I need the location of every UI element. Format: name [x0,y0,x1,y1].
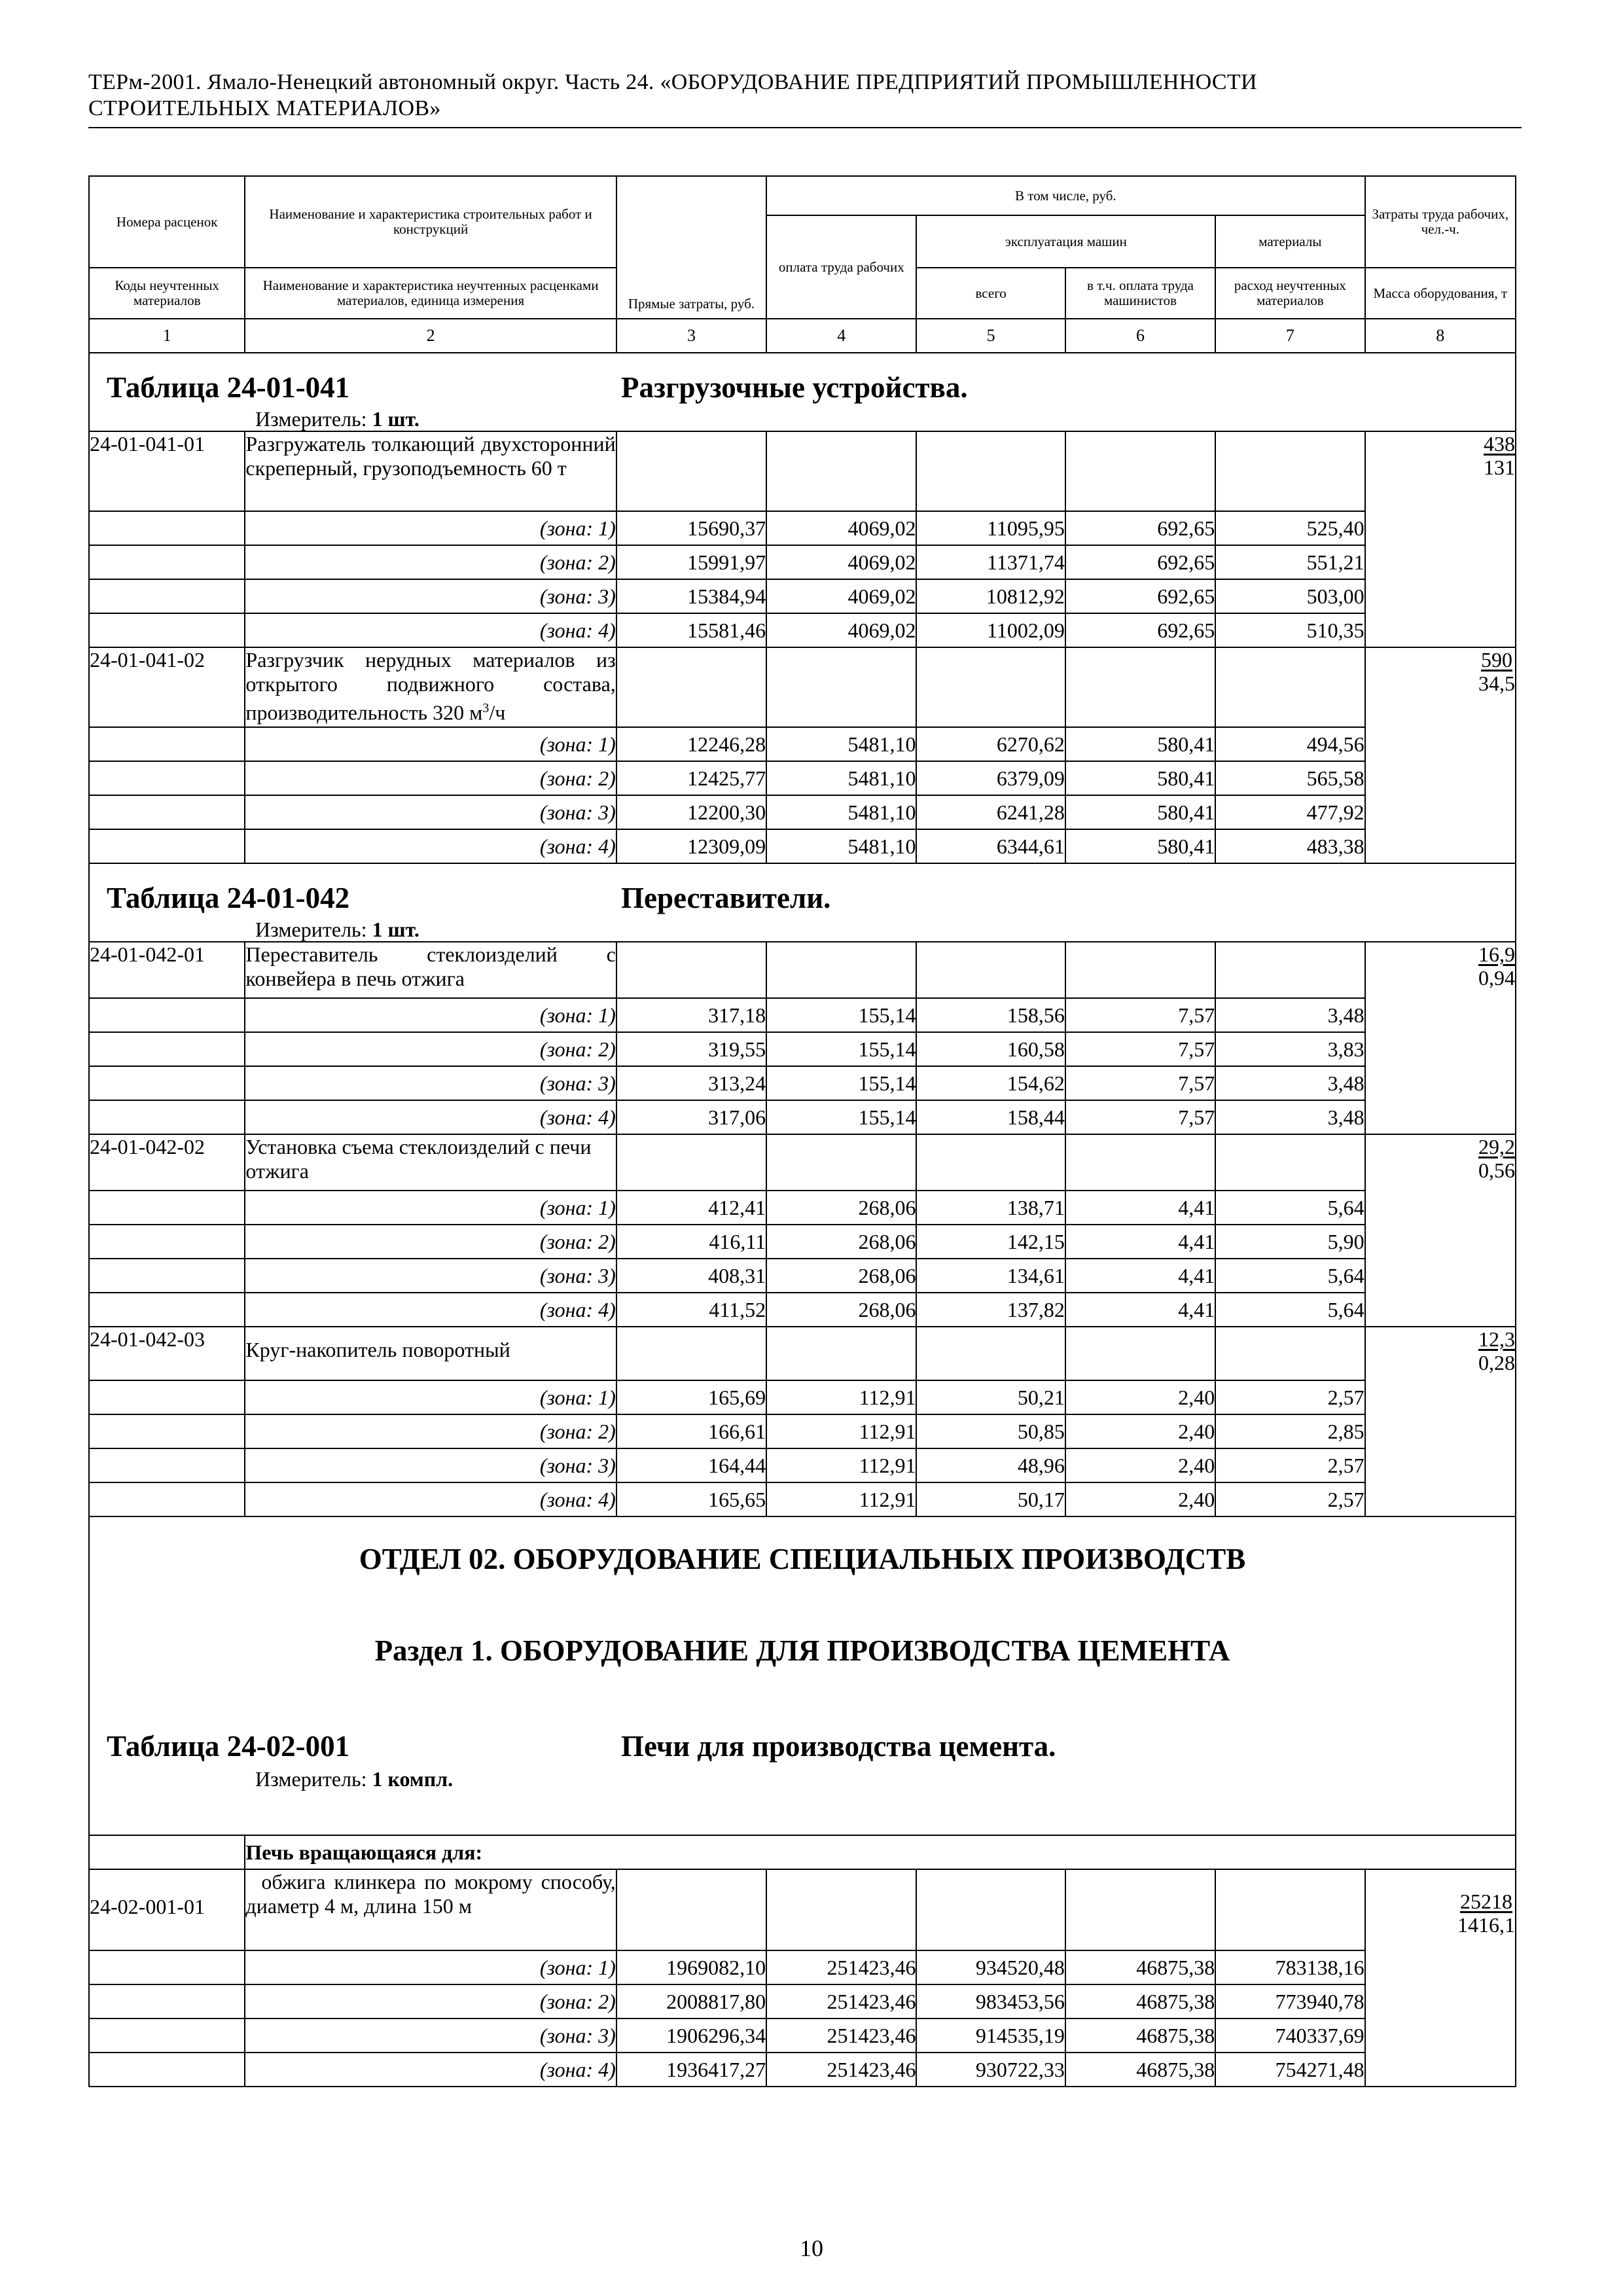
col-number: 6 [1065,319,1215,353]
page-header [88,69,1515,122]
rate-item-row [89,1327,1516,1380]
col-number: 5 [916,319,1065,353]
table-measure: Измеритель: 1 компл. [255,1767,454,1791]
table-number: Таблица 24-01-042 [107,882,350,914]
mass-fraction: $\frac{25218}{1416,1}$ [1365,1869,1516,2087]
zone-row: (зона: 1) 15690,37 4069,02 11095,95 692,65 525,40 [89,511,1516,545]
col-labor-costs: Затраты труда рабочих, чел.-ч. [1365,176,1516,268]
col-number: 8 [1365,319,1516,353]
rate-code: 24-01-041-02 [89,647,245,727]
zone-row: (зона: 3) 313,24 155,14 154,62 7,57 3,48 [89,1066,1516,1100]
subsection-title: Раздел 1. ОБОРУДОВАНИЕ ДЛЯ ПРОИЗВОДСТВА ЦЕМЕНТА [374,1634,1230,1667]
zone-row: (зона: 4) 411,52 268,06 137,82 4,41 5,64 [89,1293,1516,1327]
table-measure: Измеритель: 1 шт. [255,918,419,941]
zone-row: (зона: 4) 317,06 155,14 158,44 7,57 3,48 [89,1100,1516,1134]
rate-name: обжига клинкера по мокрому способу, диаметр 4 м, длина 150 м [245,1869,616,1950]
col-number: 7 [1215,319,1364,353]
col-equipment-mass: Масса оборудования, т [1365,268,1516,319]
table-title: Переставители. [621,882,831,914]
col-direct-costs: Прямые затраты, руб. [616,176,766,319]
zone-row: (зона: 3) 1906296,34 251423,46 914535,19 46875,38 740337,69 [89,2018,1516,2053]
col-number: 2 [245,319,616,353]
zone-row: (зона: 2) 319,55 155,14 160,58 7,57 3,83 [89,1032,1516,1066]
col-total: всего [916,268,1065,319]
rate-name: Переставитель стеклоизделий с конвейера в печь отжига [245,942,616,998]
rate-code: 24-01-042-02 [89,1134,245,1191]
table-title-row [89,353,1516,431]
zone-row: (зона: 2) 416,11 268,06 142,15 4,41 5,90 [89,1225,1516,1259]
col-number: 3 [616,319,766,353]
zone-row: (зона: 1) 412,41 268,06 138,71 4,41 5,64 [89,1191,1516,1225]
zone-row: (зона: 1) 317,18 155,14 158,56 7,57 3,48 [89,998,1516,1032]
table-title-row [89,863,1516,942]
group-title: Печь вращающаяся для: [245,1835,1516,1869]
zone-row: (зона: 3) 12200,30 5481,10 6241,28 580,41 477,92 [89,795,1516,829]
zone-row: (зона: 1) 1969082,10 251423,46 934520,48 46875,38 783138,16 [89,1950,1516,1984]
rate-code: 24-02-001-01 [89,1869,245,1950]
zone-row: (зона: 4) 1936417,27 251423,46 930722,33 46875,38 754271,48 [89,2053,1516,2087]
mass-fraction: $\frac{12,3}{0,28}$ [1365,1327,1516,1516]
zone-row: (зона: 2) 12425,77 5481,10 6379,09 580,41 565,58 [89,761,1516,795]
col-labor-pay: оплата труда рабочих [766,215,916,319]
header-line-1: ТЕРм-2001. Ямало-Ненецкий автономный округ. Часть 24. «ОБОРУДОВАНИЕ ПРЕДПРИЯТИЙ ПРОМЫШЛЕННОСТИ [88,70,1257,94]
zone-row: (зона: 2) 15991,97 4069,02 11371,74 692,65 551,21 [89,545,1516,579]
col-name-unaccounted: Наименование и характеристика неучтенных расценками материалов, единица измерения [245,268,616,319]
price-table [88,175,1516,2087]
rate-name: Разгрузчик нерудных материалов из открытого подвижного состава, производительность 320 $м^3/ч$ [245,647,616,727]
rate-code: 24-01-042-03 [89,1327,245,1380]
rate-item-row [89,942,1516,998]
rate-name: Установка съема стеклоизделий с печи отжига [245,1134,616,1191]
zone-row: (зона: 4) 15581,46 4069,02 11002,09 692,65 510,35 [89,613,1516,647]
section-block [89,1516,1516,1835]
mass-fraction: $\frac{29,2}{0,56}$ [1365,1134,1516,1327]
rate-code: 24-01-042-01 [89,942,245,998]
page-number: 10 [800,2235,823,2261]
zone-row: (зона: 2) 2008817,80 251423,46 983453,56 46875,38 773940,78 [89,1984,1516,2018]
col-codes-unaccounted: Коды неучтенных материалов [89,268,245,319]
mass-fraction: $\frac{590}{34,5}$ [1365,647,1516,863]
table-body [89,353,1516,2087]
rate-item-row [89,647,1516,727]
mass-fraction: $\frac{16,9}{0,94}$ [1365,942,1516,1134]
table-header [89,176,1516,353]
rate-code: 24-01-041-01 [89,431,245,511]
col-machine-ops: эксплуатация машин [916,215,1215,268]
rate-name: Круг-накопитель поворотный [245,1327,616,1380]
col-consumption-unaccounted: расход неучтенных материалов [1215,268,1364,319]
rate-name: Разгружатель толкающий двухсторонний скреперный, грузоподъемность 60 т [245,431,616,511]
col-rate-numbers: Номера расценок [89,176,245,268]
table-title: Печи для производства цемента. [621,1730,1056,1763]
table-measure: Измеритель: 1 шт. [255,407,419,431]
rate-item-row [89,1134,1516,1191]
col-materials: материалы [1215,215,1364,268]
header-rule [88,127,1522,128]
table-title: Разгрузочные устройства. [621,371,968,404]
mass-fraction: $\frac{438}{131}$ [1365,431,1516,647]
zone-row: (зона: 4) 12309,09 5481,10 6344,61 580,41 483,38 [89,829,1516,863]
col-number: 4 [766,319,916,353]
zone-row: (зона: 4) 165,65 112,91 50,17 2,40 2,57 [89,1482,1516,1516]
zone-row: (зона: 3) 164,44 112,91 48,96 2,40 2,57 [89,1448,1516,1482]
section-title: ОТДЕЛ 02. ОБОРУДОВАНИЕ СПЕЦИАЛЬНЫХ ПРОИЗВОДСТВ [359,1543,1246,1575]
col-name-char: Наименование и характеристика строительных работ и конструкций [245,176,616,268]
zone-row: (зона: 3) 15384,94 4069,02 10812,92 692,65 503,00 [89,579,1516,613]
zone-row: (зона: 1) 12246,28 5481,10 6270,62 580,41 494,56 [89,727,1516,761]
rate-item-row [89,1869,1516,1950]
col-number: 1 [89,319,245,353]
col-machinist-pay: в т.ч. оплата труда машинистов [1065,268,1215,319]
zone-row: (зона: 1) 165,69 112,91 50,21 2,40 2,57 [89,1380,1516,1414]
zone-row: (зона: 2) 166,61 112,91 50,85 2,40 2,85 [89,1414,1516,1448]
table-number: Таблица 24-01-041 [107,371,350,404]
col-in-that-number: В том числе, руб. [766,176,1364,215]
table-number: Таблица 24-02-001 [107,1730,350,1763]
zone-row: (зона: 3) 408,31 268,06 134,61 4,41 5,64 [89,1259,1516,1293]
header-line-2: СТРОИТЕЛЬНЫХ МАТЕРИАЛОВ» [88,96,441,120]
rate-item-row [89,431,1516,511]
